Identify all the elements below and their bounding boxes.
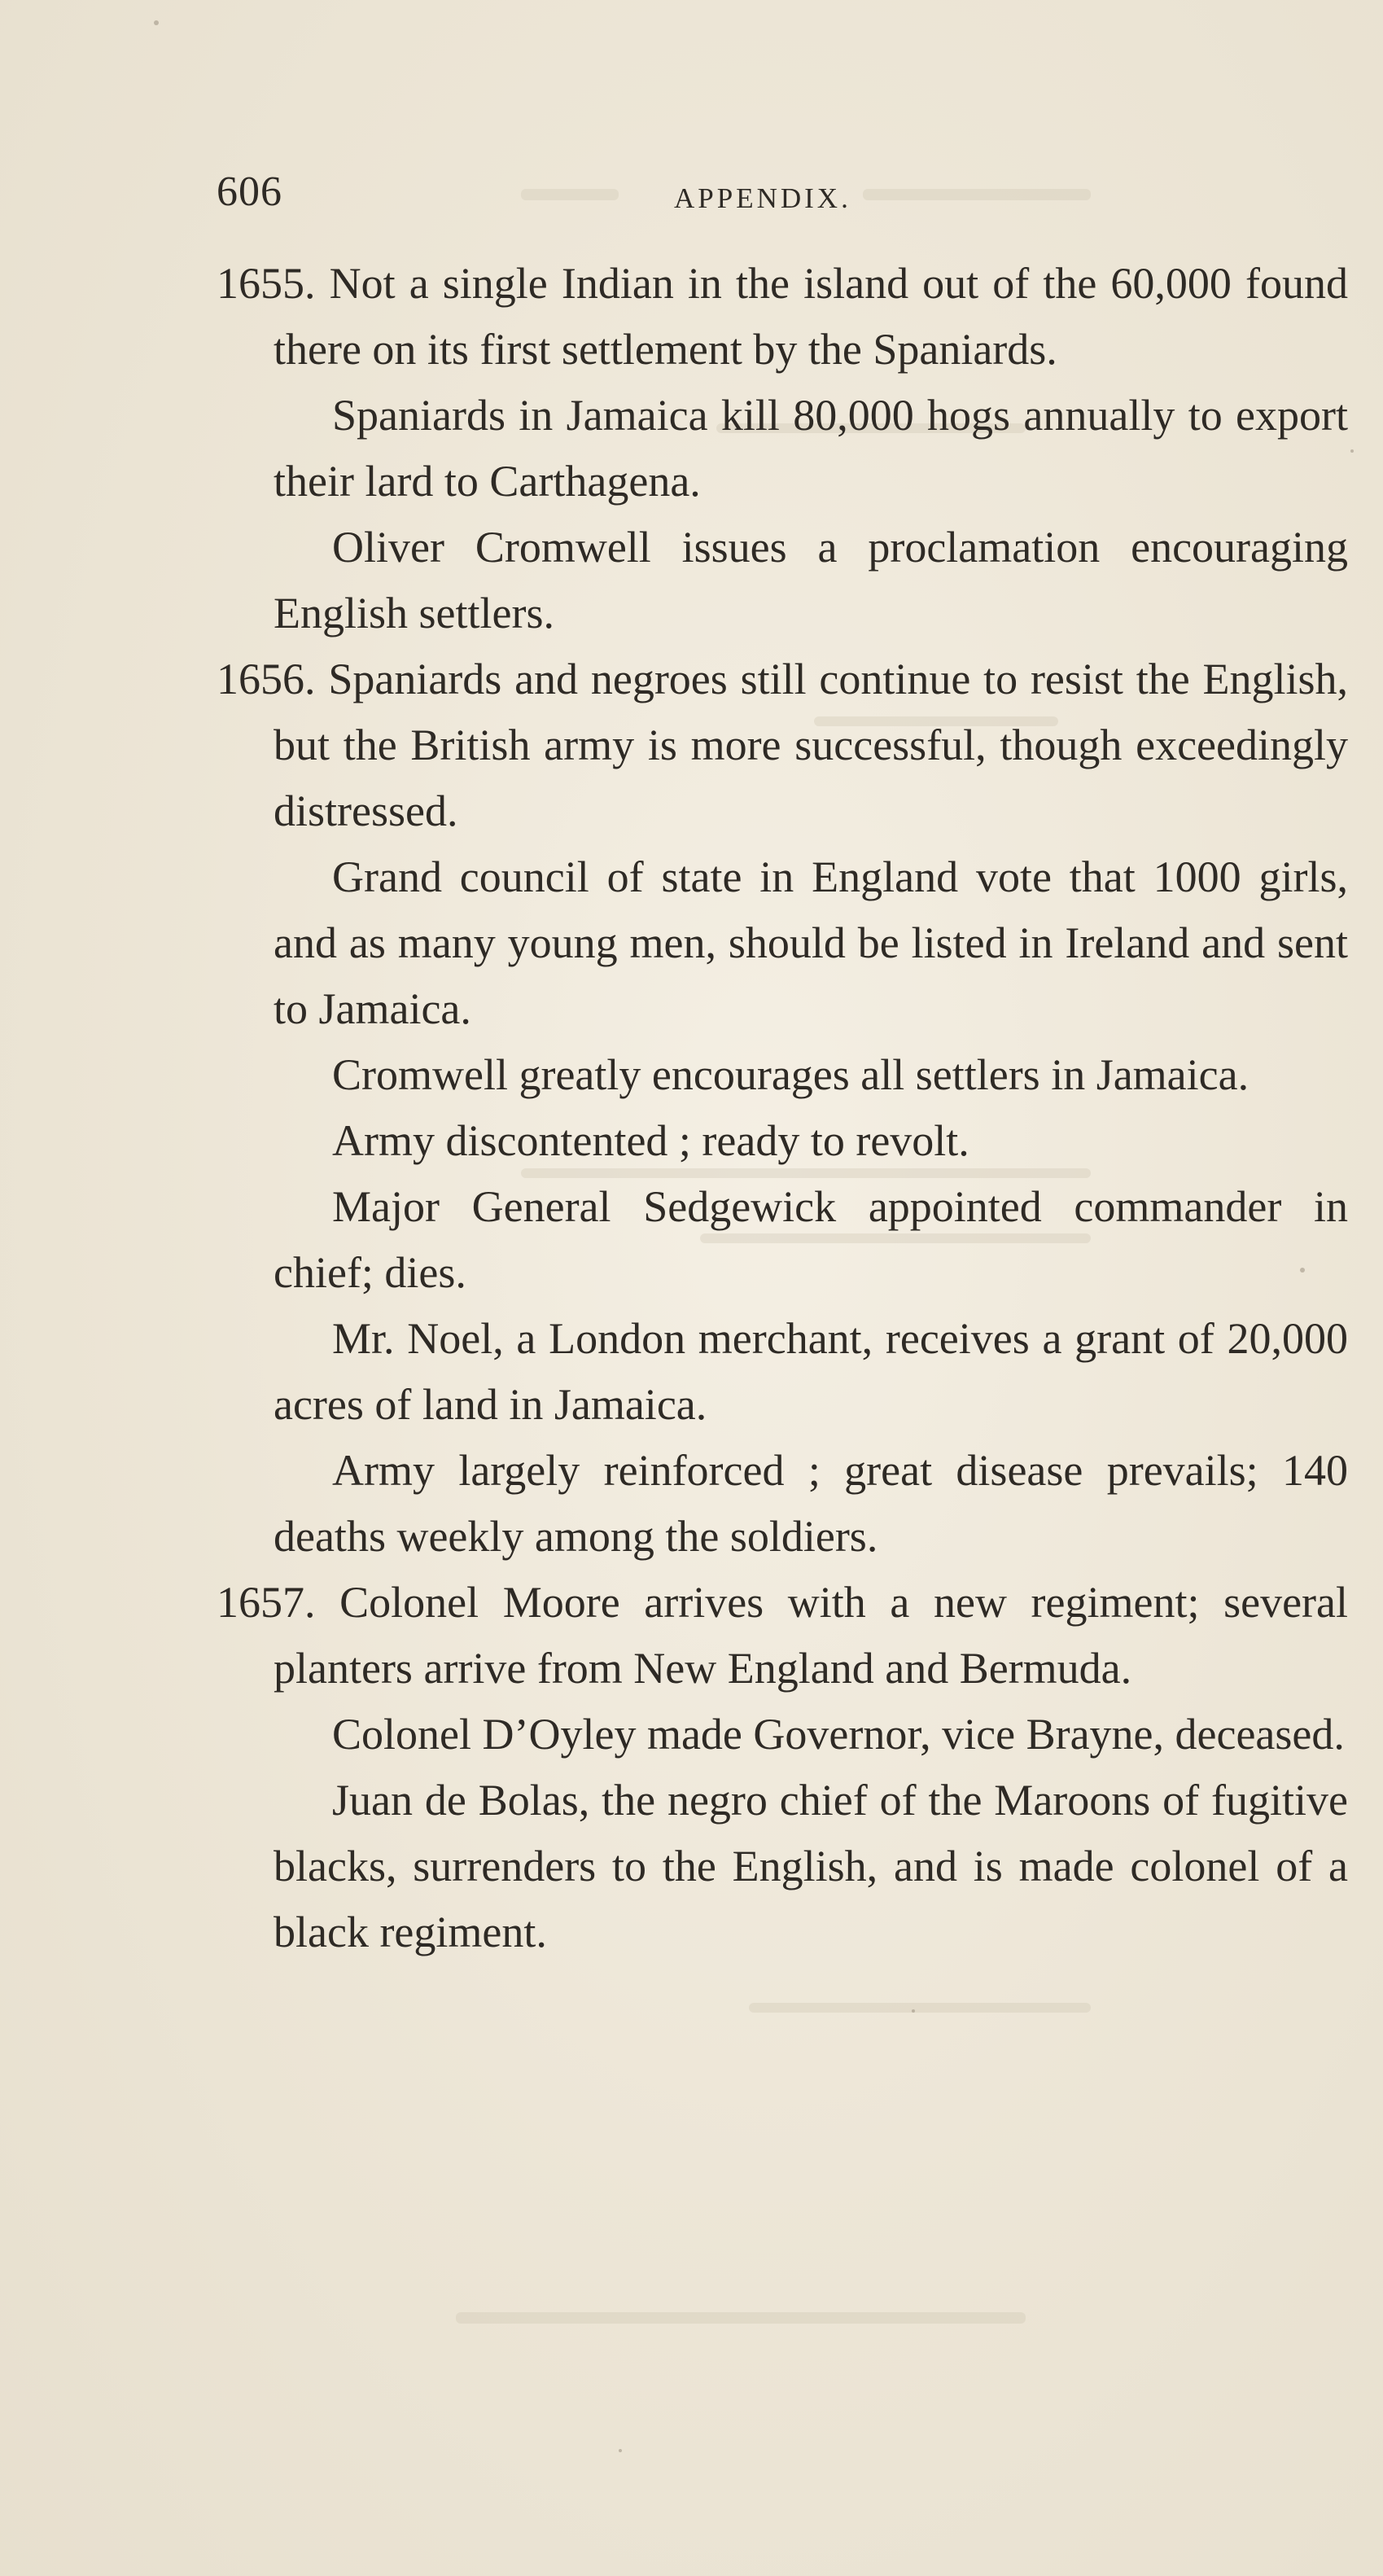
- chronology-paragraph: [217, 1174, 1348, 1306]
- paragraph-text: Grand council of state in England vote that 1000 girls, and as many young men, should be listed in Ireland and sent to Jamaica.: [274, 852, 1348, 1033]
- chronology-paragraph: [217, 1042, 1348, 1108]
- paragraph-text: Army discontented ; ready to revolt.: [332, 1116, 969, 1165]
- entry-year: 1657.: [217, 1578, 316, 1627]
- entry-year: 1656.: [217, 655, 316, 703]
- paragraph-text: Cromwell greatly encourages all settlers in Jamaica.: [332, 1050, 1250, 1099]
- page-number: 606: [217, 169, 282, 215]
- chronology-entry: [217, 251, 1348, 383]
- chronology-paragraph: [217, 1306, 1348, 1438]
- paragraph-text: Spaniards in Jamaica kill 80,000 hogs annually to export their lard to Carthagena.: [274, 391, 1348, 506]
- paragraph-text: Army largely reinforced ; great disease prevails; 140 deaths weekly among the soldiers.: [274, 1446, 1348, 1561]
- chronology-entry: [217, 646, 1348, 844]
- entry-text: Not a single Indian in the island out of the 60,000 found there on its first settlement by the Spaniards.: [274, 259, 1349, 374]
- chronology-paragraph: [217, 1768, 1348, 1965]
- paragraph-text: Oliver Cromwell issues a proclamation encouraging English settlers.: [274, 523, 1348, 637]
- chronology-paragraph: [217, 1438, 1348, 1570]
- chronology-paragraph: [217, 1108, 1348, 1174]
- paragraph-text: Major General Sedgewick appointed commander in chief; dies.: [274, 1182, 1348, 1297]
- paragraph-text: Mr. Noel, a London merchant, receives a grant of 20,000 acres of land in Jamaica.: [274, 1314, 1348, 1429]
- chronology-paragraph: [217, 844, 1348, 1042]
- paragraph-text: Colonel D’Oyley made Governor, vice Brayne, deceased.: [332, 1710, 1345, 1759]
- chronology-entry: [217, 1570, 1348, 1702]
- chronology-text: [217, 251, 1348, 1965]
- entry-text: Spaniards and negroes still continue to resist the English, but the British army is more successful, though exceedingly distressed.: [274, 655, 1349, 835]
- paragraph-text: Juan de Bolas, the negro chief of the Maroons of fugitive blacks, surrenders to the English, and is made colonel of a black regiment.: [274, 1776, 1348, 1956]
- chronology-paragraph: [217, 515, 1348, 646]
- entry-year: 1655.: [217, 259, 316, 308]
- chronology-paragraph: [217, 383, 1348, 515]
- entry-text: Colonel Moore arrives with a new regiment; several planters arrive from New England and Bermuda.: [274, 1578, 1348, 1693]
- page-header: [217, 168, 1348, 225]
- running-head: APPENDIX.: [674, 182, 851, 214]
- chronology-paragraph: [217, 1702, 1348, 1768]
